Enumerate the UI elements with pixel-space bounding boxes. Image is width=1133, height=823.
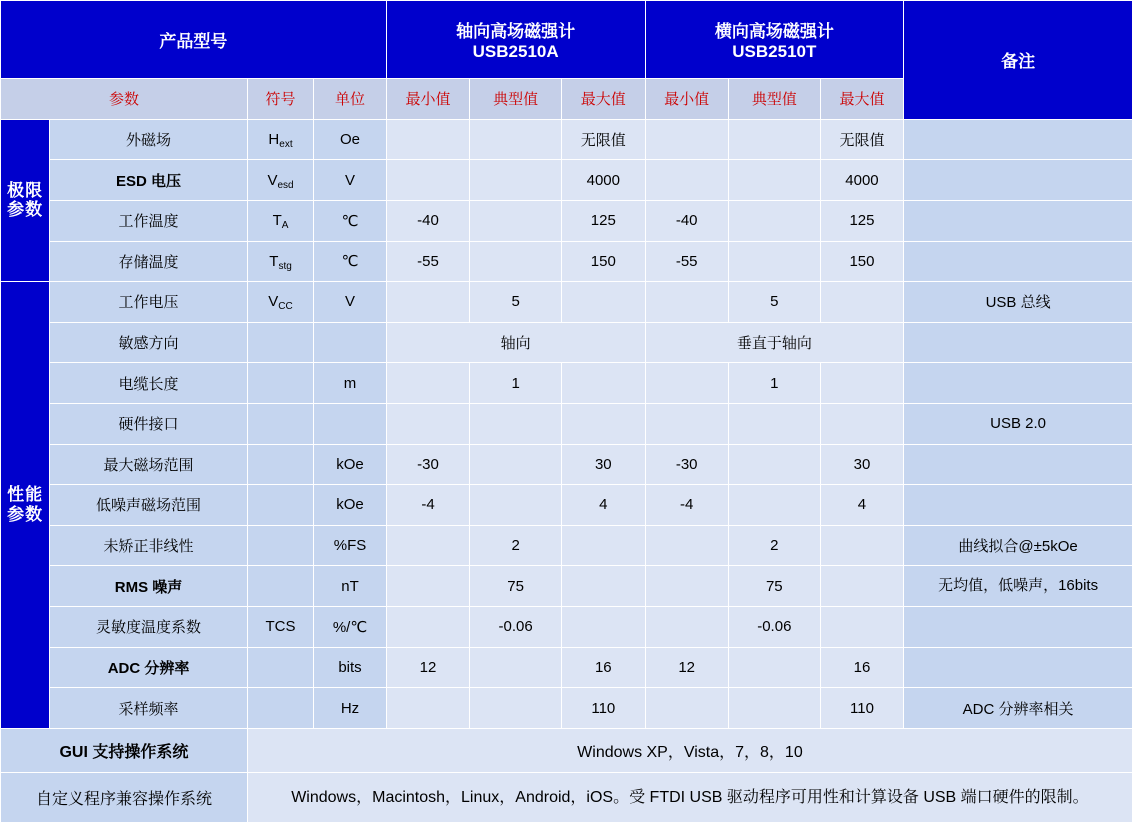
row-remark bbox=[904, 444, 1133, 485]
table-row bbox=[1, 525, 1133, 566]
row-axial-typ bbox=[470, 647, 562, 688]
row-axial-value: 轴向 bbox=[386, 322, 645, 363]
row-transverse-typ: 75 bbox=[728, 566, 820, 607]
row-transverse-typ bbox=[728, 444, 820, 485]
table-row-os-gui bbox=[1, 728, 1133, 772]
row-transverse-min bbox=[645, 688, 728, 729]
row-param: 未矫正非线性 bbox=[50, 525, 248, 566]
row-axial-min bbox=[386, 403, 469, 444]
row-param: 电缆长度 bbox=[50, 363, 248, 404]
row-axial-typ: 5 bbox=[470, 282, 562, 323]
row-transverse-min: -55 bbox=[645, 241, 728, 282]
subheader-transverse-typ: 典型值 bbox=[728, 79, 820, 120]
row-transverse-min bbox=[645, 525, 728, 566]
row-axial-typ: 75 bbox=[470, 566, 562, 607]
row-os-value: Windows XP，Vista，7，8，10 bbox=[247, 728, 1132, 772]
table-row-os-custom bbox=[1, 772, 1133, 822]
row-remark bbox=[904, 607, 1133, 648]
row-axial-max bbox=[562, 525, 645, 566]
row-param: ESD 电压 bbox=[50, 160, 248, 201]
row-transverse-typ bbox=[728, 485, 820, 526]
section-label-performance: 性能参数 bbox=[1, 282, 50, 729]
row-unit: V bbox=[314, 282, 387, 323]
row-transverse-max bbox=[820, 607, 903, 648]
row-axial-max bbox=[562, 282, 645, 323]
row-axial-typ: 2 bbox=[470, 525, 562, 566]
row-transverse-min bbox=[645, 607, 728, 648]
row-transverse-typ bbox=[728, 241, 820, 282]
row-param: ADC 分辨率 bbox=[50, 647, 248, 688]
row-axial-min bbox=[386, 282, 469, 323]
row-remark: USB 总线 bbox=[904, 282, 1133, 323]
row-symbol bbox=[247, 363, 313, 404]
row-transverse-min bbox=[645, 363, 728, 404]
table-row bbox=[1, 119, 1133, 160]
row-param: 工作温度 bbox=[50, 200, 248, 241]
row-axial-max bbox=[562, 566, 645, 607]
row-transverse-max bbox=[820, 282, 903, 323]
row-symbol bbox=[247, 566, 313, 607]
row-remark bbox=[904, 200, 1133, 241]
row-param: 最大磁场范围 bbox=[50, 444, 248, 485]
row-os-value: Windows，Macintosh，Linux，Android，iOS。受 FTDI USB 驱动程序可用性和计算设备 USB 端口硬件的限制。 bbox=[247, 772, 1132, 822]
row-remark: USB 2.0 bbox=[904, 403, 1133, 444]
row-transverse-max bbox=[820, 403, 903, 444]
row-param: RMS 噪声 bbox=[50, 566, 248, 607]
row-unit: nT bbox=[314, 566, 387, 607]
row-transverse-max: 4000 bbox=[820, 160, 903, 201]
row-axial-typ bbox=[470, 119, 562, 160]
subheader-transverse-min: 最小值 bbox=[645, 79, 728, 120]
table-row bbox=[1, 363, 1133, 404]
subheader-unit: 单位 bbox=[314, 79, 387, 120]
row-axial-min: 12 bbox=[386, 647, 469, 688]
row-axial-min bbox=[386, 688, 469, 729]
row-axial-typ bbox=[470, 485, 562, 526]
row-param: 灵敏度温度系数 bbox=[50, 607, 248, 648]
row-unit: Hz bbox=[314, 688, 387, 729]
row-axial-typ bbox=[470, 403, 562, 444]
row-transverse-typ: 1 bbox=[728, 363, 820, 404]
header-transverse bbox=[645, 1, 904, 79]
row-transverse-min: -30 bbox=[645, 444, 728, 485]
table-row bbox=[1, 485, 1133, 526]
row-transverse-typ bbox=[728, 647, 820, 688]
row-axial-max: 125 bbox=[562, 200, 645, 241]
row-transverse-min bbox=[645, 403, 728, 444]
row-axial-max bbox=[562, 607, 645, 648]
row-axial-max: 16 bbox=[562, 647, 645, 688]
row-transverse-max bbox=[820, 566, 903, 607]
row-symbol: $H_{ext}$ bbox=[247, 119, 313, 160]
row-transverse-max: 150 bbox=[820, 241, 903, 282]
row-axial-min bbox=[386, 160, 469, 201]
row-transverse-max: 无限值 bbox=[820, 119, 903, 160]
row-unit: m bbox=[314, 363, 387, 404]
table-header-row bbox=[1, 1, 1133, 79]
row-axial-min bbox=[386, 607, 469, 648]
header-transverse-title: 横向高场磁强计 bbox=[714, 22, 834, 42]
row-transverse-typ: 5 bbox=[728, 282, 820, 323]
subheader-axial-typ: 典型值 bbox=[470, 79, 562, 120]
row-remark bbox=[904, 485, 1133, 526]
row-param: 外磁场 bbox=[50, 119, 248, 160]
row-param: 自定义程序兼容操作系统 bbox=[1, 772, 248, 822]
row-axial-max: 30 bbox=[562, 444, 645, 485]
row-param: 工作电压 bbox=[50, 282, 248, 323]
row-symbol: $V_{esd}$ bbox=[247, 160, 313, 201]
row-remark bbox=[904, 241, 1133, 282]
section-label-limit: 极限参数 bbox=[1, 119, 50, 281]
row-param: 采样频率 bbox=[50, 688, 248, 729]
row-axial-typ: -0.06 bbox=[470, 607, 562, 648]
row-symbol: $V_{CC}$ bbox=[247, 282, 313, 323]
row-axial-typ: 1 bbox=[470, 363, 562, 404]
table-row bbox=[1, 282, 1133, 323]
row-symbol bbox=[247, 403, 313, 444]
table-row bbox=[1, 444, 1133, 485]
row-axial-min: -40 bbox=[386, 200, 469, 241]
row-transverse-max: 110 bbox=[820, 688, 903, 729]
row-unit: kOe bbox=[314, 485, 387, 526]
row-symbol: TCS bbox=[247, 607, 313, 648]
row-param: 存储温度 bbox=[50, 241, 248, 282]
row-param: GUI 支持操作系统 bbox=[1, 728, 248, 772]
row-transverse-min: 12 bbox=[645, 647, 728, 688]
header-remark: 备注 bbox=[904, 1, 1133, 120]
row-transverse-min bbox=[645, 566, 728, 607]
row-symbol bbox=[247, 688, 313, 729]
subheader-symbol: 符号 bbox=[247, 79, 313, 120]
row-axial-typ bbox=[470, 444, 562, 485]
table-row bbox=[1, 322, 1133, 363]
row-unit: ℃ bbox=[314, 241, 387, 282]
table-row bbox=[1, 688, 1133, 729]
header-transverse-model: USB2510T bbox=[732, 42, 817, 62]
row-transverse-max: 125 bbox=[820, 200, 903, 241]
row-remark bbox=[904, 119, 1133, 160]
row-remark: 无均值，低噪声，16bits bbox=[904, 566, 1133, 607]
row-unit: kOe bbox=[314, 444, 387, 485]
row-axial-typ bbox=[470, 688, 562, 729]
row-transverse-typ: 2 bbox=[728, 525, 820, 566]
row-axial-max: 110 bbox=[562, 688, 645, 729]
row-remark bbox=[904, 322, 1133, 363]
row-transverse-min bbox=[645, 282, 728, 323]
row-symbol bbox=[247, 647, 313, 688]
row-transverse-typ bbox=[728, 688, 820, 729]
subheader-transverse-max: 最大值 bbox=[820, 79, 903, 120]
row-remark: 曲线拟合@±5kOe bbox=[904, 525, 1133, 566]
row-remark bbox=[904, 160, 1133, 201]
row-symbol: $T_{stg}$ bbox=[247, 241, 313, 282]
header-axial-title: 轴向高场磁强计 bbox=[456, 22, 576, 42]
subheader-axial-max: 最大值 bbox=[562, 79, 645, 120]
row-transverse-typ bbox=[728, 119, 820, 160]
header-axial bbox=[386, 1, 645, 79]
row-transverse-min: -4 bbox=[645, 485, 728, 526]
row-transverse-min bbox=[645, 119, 728, 160]
row-transverse-value: 垂直于轴向 bbox=[645, 322, 904, 363]
row-symbol: $T_A$ bbox=[247, 200, 313, 241]
row-axial-min: -4 bbox=[386, 485, 469, 526]
row-transverse-max bbox=[820, 363, 903, 404]
row-unit bbox=[314, 403, 387, 444]
header-axial-model: USB2510A bbox=[472, 42, 559, 62]
row-transverse-typ bbox=[728, 200, 820, 241]
row-param: 硬件接口 bbox=[50, 403, 248, 444]
row-axial-min bbox=[386, 363, 469, 404]
row-axial-max: 150 bbox=[562, 241, 645, 282]
row-symbol bbox=[247, 322, 313, 363]
row-unit: bits bbox=[314, 647, 387, 688]
row-unit: V bbox=[314, 160, 387, 201]
row-transverse-min bbox=[645, 160, 728, 201]
row-unit: %FS bbox=[314, 525, 387, 566]
table-row bbox=[1, 607, 1133, 648]
row-transverse-max bbox=[820, 525, 903, 566]
table-row bbox=[1, 566, 1133, 607]
row-unit: ℃ bbox=[314, 200, 387, 241]
table-row bbox=[1, 160, 1133, 201]
row-axial-max: 4 bbox=[562, 485, 645, 526]
row-axial-min: -55 bbox=[386, 241, 469, 282]
row-symbol bbox=[247, 485, 313, 526]
row-axial-typ bbox=[470, 241, 562, 282]
row-param: 敏感方向 bbox=[50, 322, 248, 363]
row-transverse-min: -40 bbox=[645, 200, 728, 241]
row-axial-max bbox=[562, 403, 645, 444]
row-symbol bbox=[247, 444, 313, 485]
row-symbol bbox=[247, 525, 313, 566]
row-transverse-typ bbox=[728, 403, 820, 444]
row-remark bbox=[904, 363, 1133, 404]
row-axial-min: -30 bbox=[386, 444, 469, 485]
row-unit bbox=[314, 322, 387, 363]
row-axial-min bbox=[386, 119, 469, 160]
row-remark bbox=[904, 647, 1133, 688]
row-transverse-max: 16 bbox=[820, 647, 903, 688]
row-param: 低噪声磁场范围 bbox=[50, 485, 248, 526]
header-product-model: 产品型号 bbox=[1, 1, 387, 79]
row-axial-typ bbox=[470, 200, 562, 241]
row-unit: %/℃ bbox=[314, 607, 387, 648]
table-row bbox=[1, 200, 1133, 241]
row-transverse-typ: -0.06 bbox=[728, 607, 820, 648]
subheader-parameter: 参数 bbox=[1, 79, 248, 120]
table-row bbox=[1, 403, 1133, 444]
subheader-axial-min: 最小值 bbox=[386, 79, 469, 120]
row-axial-max bbox=[562, 363, 645, 404]
row-remark: ADC 分辨率相关 bbox=[904, 688, 1133, 729]
row-transverse-typ bbox=[728, 160, 820, 201]
row-axial-typ bbox=[470, 160, 562, 201]
table-row bbox=[1, 241, 1133, 282]
row-axial-max: 无限值 bbox=[562, 119, 645, 160]
row-unit: Oe bbox=[314, 119, 387, 160]
table-row bbox=[1, 647, 1133, 688]
row-transverse-max: 30 bbox=[820, 444, 903, 485]
row-axial-max: 4000 bbox=[562, 160, 645, 201]
row-axial-min bbox=[386, 525, 469, 566]
row-transverse-max: 4 bbox=[820, 485, 903, 526]
row-axial-min bbox=[386, 566, 469, 607]
